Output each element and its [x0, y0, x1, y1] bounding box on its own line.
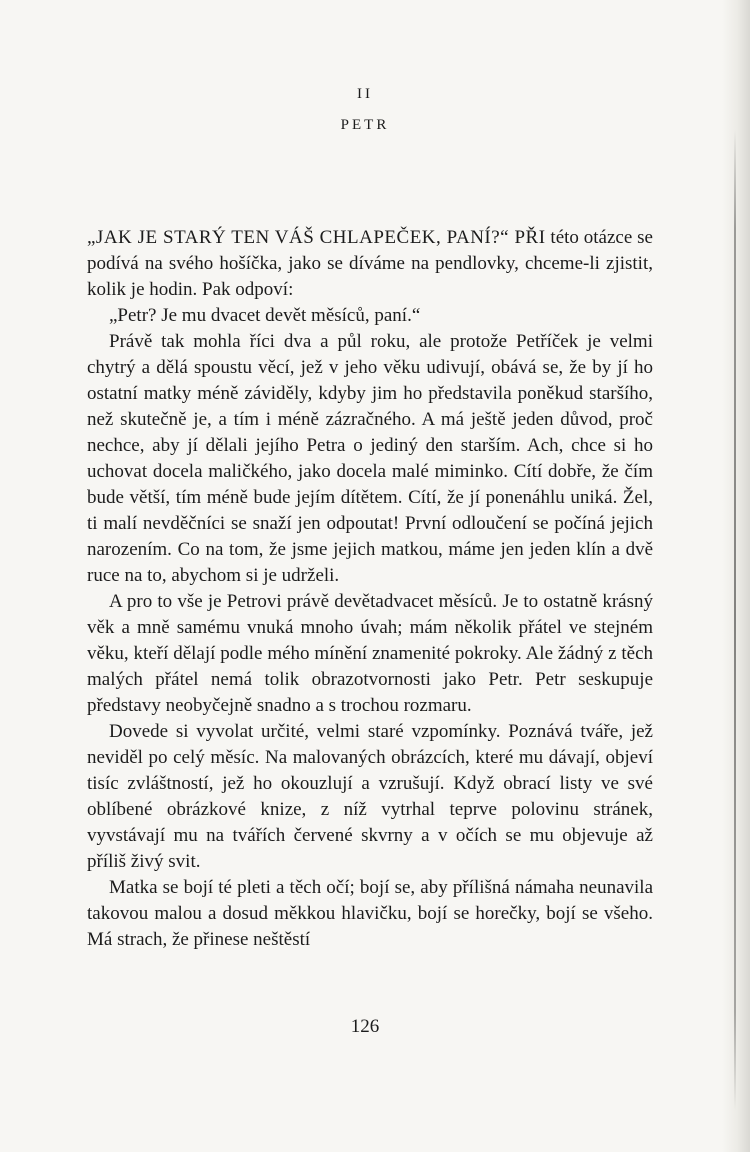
paragraph-3: Právě tak mohla říci dva a půl roku, ale protože Petříček je velmi chytrý a dělá spoustu věcí, jež v jeho věku udivují, obává se, že by jí ho ostatní matky méně záviděly, kdyby jim ho představila poněkud staršího, než skutečně je, a tím i méně zázračného. A má ještě jeden důvod, proč nechce, aby jí dělali jejího Petra o jediný den starším. Ach, chce si ho uchovat docela maličkého, jako docela malé miminko. Cítí dobře, že čím bude větší, tím méně bude jejím dítětem. Cítí, že jí ponenáhlu uniká. Žel, ti malí nevděčníci se snaží jen odpoutat! První odloučení se počíná jejich narozením. Co na tom, že jsme jejich matkou, máme jen jeden klín a dvě ruce na to, abychom si je udrželi.	[87, 331, 653, 586]
paragraph-4: A pro to vše je Petrovi právě devětadvacet měsíců. Je to ostatně krásný věk a mně samému vnuká mnoho úvah; mám několik přátel ve stejném věku, kteří dělají podle mého mínění znamenité pokroky. Ale žádný z těch malých přátel nemá tolik obrazotvornosti jako Petr. Petr seskupuje představy neobyčejně snadno a s trochou rozmaru.	[87, 591, 653, 716]
paragraph-1-text: této otázce se podívá na svého hošíčka, jako se díváme na pendlovky, chceme-li zjistit, kolik je hodin. Pak odpoví:	[87, 227, 653, 300]
paragraph-5: Dovede si vyvolat určité, velmi staré vzpomínky. Poznává tváře, jež neviděl po celý měsíc. Na malovaných obrázcích, které mu dávají, objeví tisíc zvláštností, jež ho okouzlují a vzrušují. Když obrací listy ve své oblíbené obrázkové knize, z níž vytrhal teprve polovinu stránek, vyvstávají mu na tvářích červené skvrny a v očích se mu objevuje až příliš živý svit.	[87, 721, 653, 872]
paragraph-2: „Petr? Je mu dvacet devět měsíců, paní.“	[109, 305, 421, 326]
chapter-number: II	[357, 86, 373, 102]
paragraph-1	[87, 225, 653, 303]
chapter-title: PETR	[340, 117, 390, 133]
body-text	[87, 225, 653, 953]
page-number: 126	[350, 1016, 380, 1037]
paragraph-6: Matka se bojí té pleti a těch očí; bojí se, aby přílišná námaha neunavila takovou malou a dosud měkkou hlavičku, bojí se horečky, bojí se všeho. Má strach, že přinese neštěstí	[87, 877, 653, 950]
page-edge-shadow	[722, 0, 750, 1152]
opening-caps: „JAK JE STARÝ TEN VÁŠ CHLAPEČEK, PANÍ?“ PŘI	[87, 227, 546, 248]
page-edge-line	[734, 130, 736, 1110]
